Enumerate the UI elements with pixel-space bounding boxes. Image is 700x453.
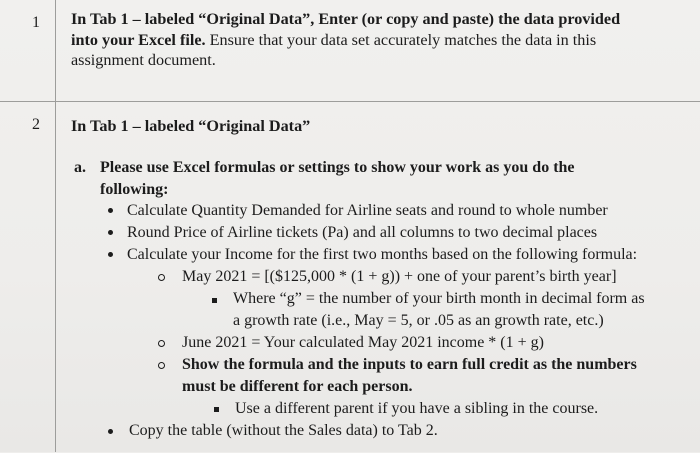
item-a-marker: a. — [74, 159, 86, 176]
bullet-item-copy-table: Copy the table (without the Sales data) to Tab 2. — [129, 422, 438, 439]
row-number: 1 — [32, 14, 40, 31]
row-1-line-2-bold: into your Excel file. — [71, 30, 210, 49]
item-a-line-1: Please use Excel formulas or settings to show your work as you do the — [100, 159, 575, 176]
sub-item-june: June 2021 = Your calculated May 2021 income * (1 + g) — [182, 334, 544, 351]
row-1-line-2-normal: Ensure that your data set accurately matches the data in this — [209, 30, 597, 49]
row-number: 2 — [32, 116, 40, 133]
sub-note-different-parent: Use a different parent if you have a sibling in the course. — [235, 400, 599, 417]
sub-item-may: May 2021 = [($125,000 * (1 + g)) + one of your parent’s birth year] — [182, 268, 617, 285]
row-1-line-3: assignment document. — [71, 51, 216, 69]
bullet-square-icon — [212, 298, 217, 303]
item-a-line-2: following: — [100, 181, 169, 198]
row-1-instructions — [71, 9, 696, 71]
sub-note-line-2: a growth rate (i.e., May = 5, or .05 as an growth rate, etc.) — [233, 312, 604, 329]
row-1-line-2 — [71, 30, 696, 51]
bullet-item: Calculate Quantity Demanded for Airline seats and round to whole number — [127, 202, 608, 219]
bullet-dot-icon — [108, 252, 113, 257]
bullet-circle-icon — [158, 340, 165, 347]
bullet-dot-icon — [108, 230, 113, 235]
table-row-1 — [0, 0, 700, 100]
bullet-circle-icon — [158, 362, 165, 369]
sub-item-show-formula-line-2: must be different for each person. — [182, 378, 413, 395]
table-row-2 — [0, 101, 700, 453]
sub-note-line-1: Where “g” = the number of your birth month in decimal form as — [233, 290, 645, 307]
row-1-line-1: In Tab 1 – labeled “Original Data”, Enter (or copy and paste) the data provided — [71, 10, 621, 28]
sub-item-show-formula-line-1: Show the formula and the inputs to earn full credit as the numbers — [182, 356, 637, 373]
bullet-item: Round Price of Airline tickets (Pa) and all columns to two decimal places — [127, 224, 598, 241]
bullet-square-icon — [214, 407, 219, 412]
bullet-dot-icon — [108, 208, 113, 213]
bullet-item: Calculate your Income for the first two months based on the following formula: — [127, 246, 638, 263]
bullet-circle-icon — [158, 274, 165, 281]
row-2-title: In Tab 1 – labeled “Original Data” — [71, 117, 311, 135]
bullet-dot-icon — [108, 429, 113, 434]
